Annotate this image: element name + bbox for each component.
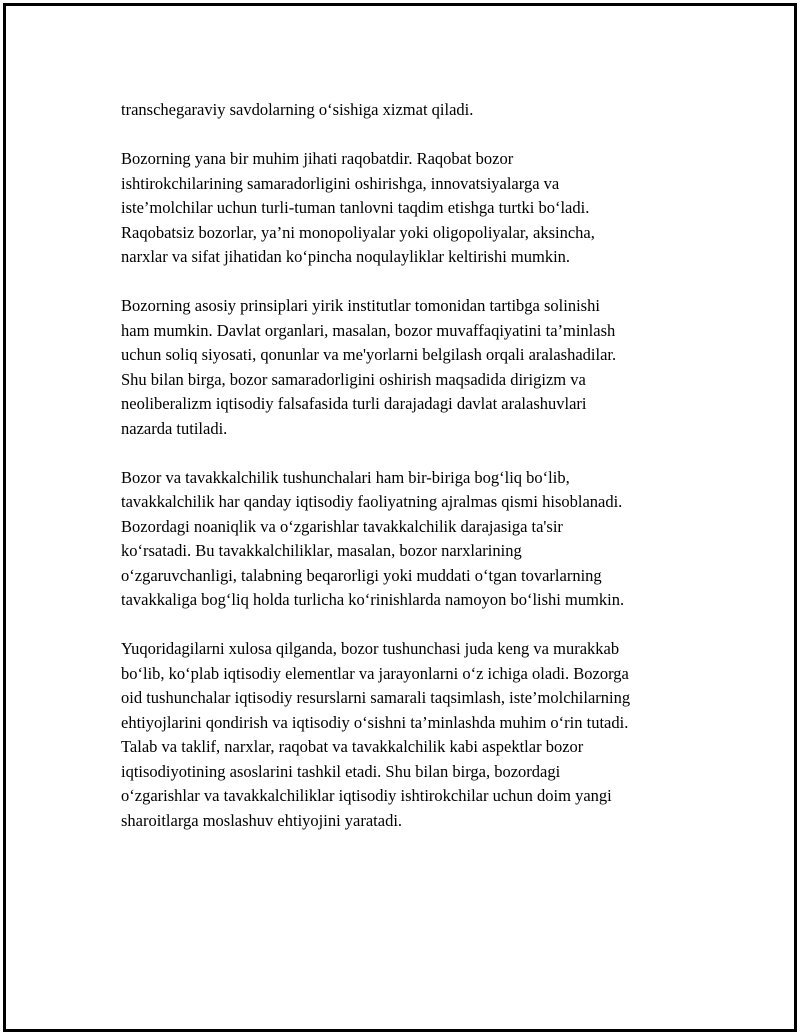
page-border [3, 3, 797, 1032]
text-line: ko‘rsatadi. Bu tavakkalchiliklar, masalan, bozor narxlarining [121, 541, 522, 560]
text-line: narxlar va sifat jihatidan ko‘pincha noqulayliklar keltirishi mumkin. [121, 247, 571, 266]
text-line: ehtiyojlarini qondirish va iqtisodiy o‘sishni ta’minlashda muhim o‘rin tutadi. [121, 712, 629, 732]
text-line: o‘zgaruvchanligi, talabning beqarorligi yoki muddati o‘tgan tovarlarning [121, 565, 602, 585]
paragraph-1 [121, 98, 701, 123]
text-line: Talab va taklif, narxlar, raqobat va tavakkalchilik kabi aspektlar bozor [121, 737, 584, 756]
text-line: ham mumkin. Davlat organlari, masalan, bozor muvaffaqiyatini ta’minlash [121, 320, 616, 340]
text-line: tavakkalchilik har qanday iqtisodiy faoliyatning ajralmas qismi hisoblanadi. [121, 492, 623, 511]
text-line: Shu bilan birga, bozor samaradorligini oshirish maqsadida dirigizm va [121, 369, 586, 389]
text-line: tavakkaliga bog‘liq holda turlicha ko‘rinishlarda namoyon bo‘lishi mumkin. [121, 590, 625, 609]
text-line: Bozor va tavakkalchilik tushunchalari ham bir-biriga bog‘liq bo‘lib, [121, 467, 570, 487]
text-line: Yuqoridagilarni xulosa qilganda, bozor tushunchasi juda keng va murakkab [121, 639, 620, 658]
paragraph-4 [121, 466, 701, 613]
text-line: Raqobatsiz bozorlar, ya’ni monopoliyalar yoki oligopoliyalar, aksincha, [121, 222, 595, 242]
text-line: iqtisodiyotining asoslarini tashkil etadi. Shu bilan birga, bozordagi [121, 761, 561, 781]
text-line: ishtirokchilarining samaradorligini oshirishga, innovatsiyalarga va [121, 173, 560, 193]
text-line: Bozordagi noaniqlik va o‘zgarishlar tavakkalchilik darajasiga ta'sir [121, 516, 563, 536]
paragraph-5 [121, 637, 701, 833]
text-line: o‘zgarishlar va tavakkalchiliklar iqtisodiy ishtirokchilar uchun doim yangi [121, 786, 612, 805]
text-line: iste’molchilar uchun turli-tuman tanlovni taqdim etishga turtki bo‘ladi. [121, 198, 590, 217]
text-line: uchun soliq siyosati, qonunlar va me'yorlarni belgilash orqali aralashadilar. [121, 345, 617, 364]
text-line: transchegaraviy savdolarning o‘sishiga xizmat qiladi. [121, 100, 474, 119]
text-line: bo‘lib, ko‘plab iqtisodiy elementlar va jarayonlarni o‘z ichiga oladi. Bozorga [121, 663, 629, 683]
text-line: nazarda tutiladi. [121, 418, 228, 438]
text-line: sharoitlarga moslashuv ehtiyojini yaratadi. [121, 810, 403, 830]
paragraph-3 [121, 294, 701, 441]
text-line: Bozorning asosiy prinsiplari yirik institutlar tomonidan tartibga solinishi [121, 296, 600, 315]
text-line: Bozorning yana bir muhim jihati raqobatdir. Raqobat bozor [121, 149, 514, 168]
text-line: neoliberalizm iqtisodiy falsafasida turli darajadagi davlat aralashuvlari [121, 394, 587, 413]
text-line: oid tushunchalar iqtisodiy resurslarni samarali taqsimlash, iste’molchilarning [121, 688, 631, 707]
paragraph-2 [121, 147, 701, 270]
document-body [121, 98, 701, 858]
